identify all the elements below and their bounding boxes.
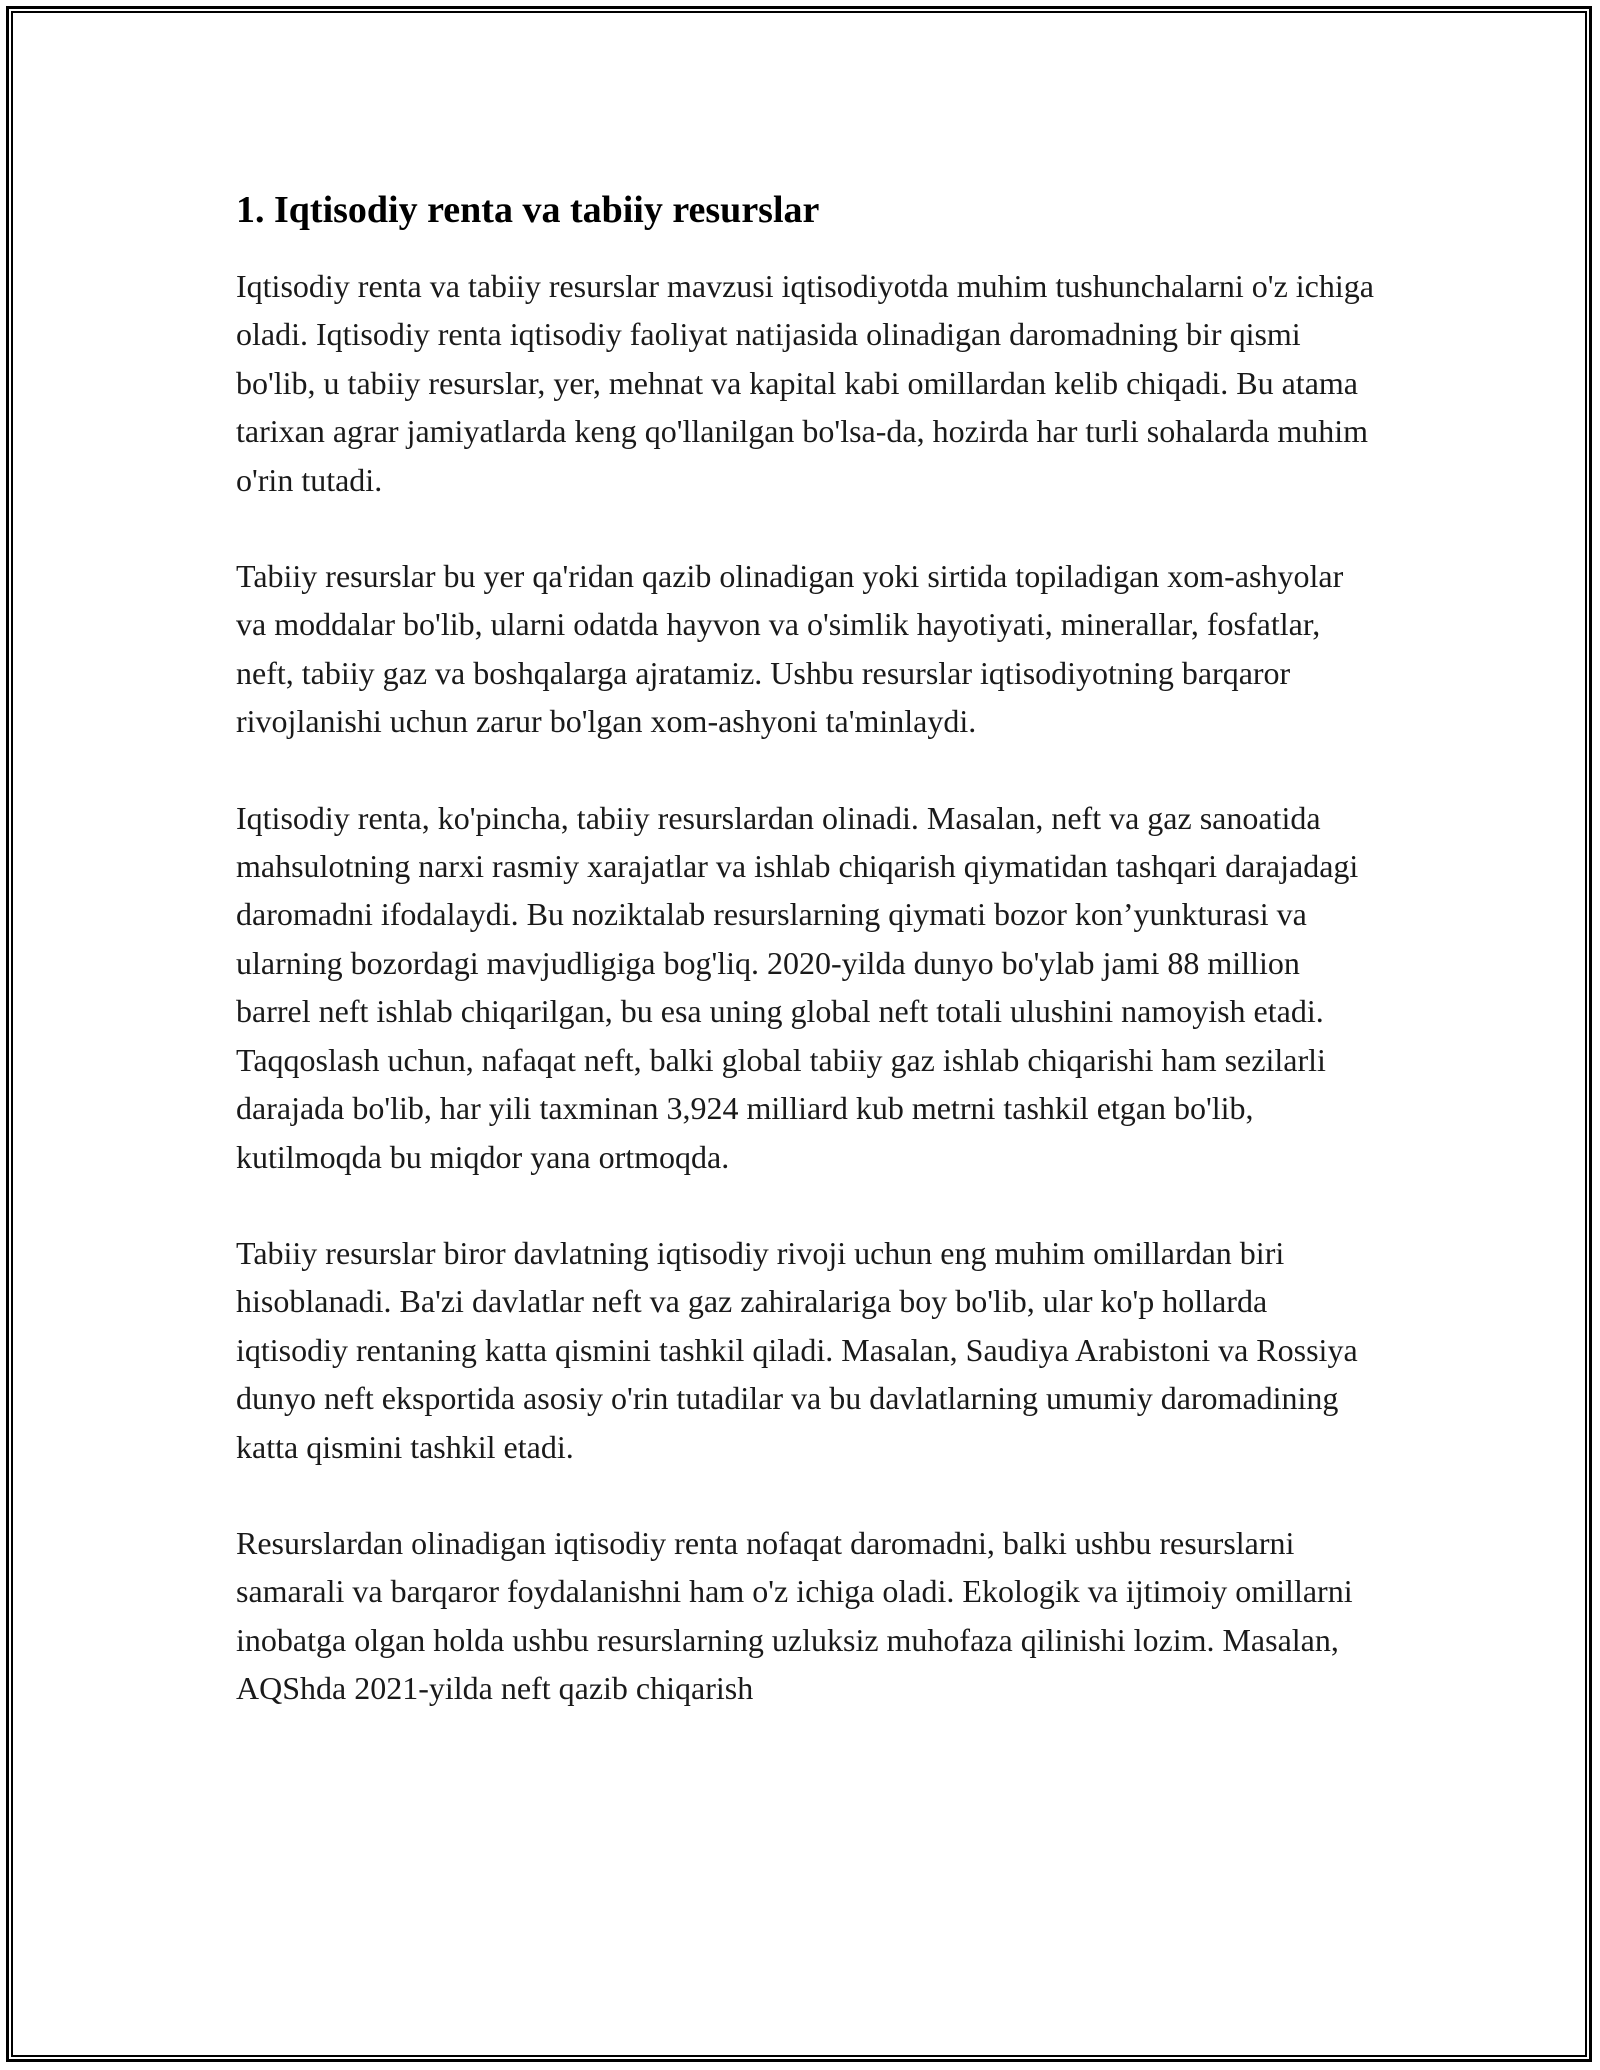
section-heading: 1. Iqtisodiy renta va tabiiy resurslar (236, 189, 820, 231)
paragraph-2: Tabiiy resurslar bu yer qa'ridan qazib olinadigan yoki sirtida topiladigan xom-ashyolar va moddalar bo'lib, ularni odatda hayvon va o'simlik hayotiyati, minerallar, fosfatlar, neft, tabiiy gaz va boshqalarga ajratamiz. Ushbu resurslar iqtisodiyotning barqaror rivojlanishi uchun zarur bo'lgan xom-ashyoni ta'minlaydi. (236, 558, 1344, 740)
paragraph-3: Iqtisodiy renta, ko'pincha, tabiiy resurslardan olinadi. Masalan, neft va gaz sanoatida mahsulotning narxi rasmiy xarajatlar va ishlab chiqarish qiymatidan tashqari darajadagi daromadni ifodalaydi. Bu noziktalab resurslarning qiymati bozor kon’yunkturasi va ularning bozordagi mavjudligiga bog'liq. 2020-yilda dunyo bo'ylab jami 88 million barrel neft ishlab chiqarilgan, bu esa uning global neft totali ulushini namoyish etadi. Taqqoslash uchun, nafaqat neft, balki global tabiiy gaz ishlab chiqarishi ham sezilarli darajada bo'lib, har yili taxminan 3,924 milliard kub metrni tashkil etgan bo'lib, kutilmoqda bu miqdor yana ortmoqda. (236, 799, 1359, 1175)
paragraph-1: Iqtisodiy renta va tabiiy resurslar mavzusi iqtisodiyotda muhim tushunchalarni o'z ichiga oladi. Iqtisodiy renta iqtisodiy faoliyat natijasida olinadigan daromadning bir qismi bo'lib, u tabiiy resurslar, yer, mehnat va kapital kabi omillardan kelib chiqadi. Bu atama tarixan agrar jamiyatlarda keng qo'llanilgan bo'lsa-da, hozirda har turli sohalarda muhim o'rin tutadi. (236, 268, 1374, 498)
paragraph-4: Tabiiy resurslar biror davlatning iqtisodiy rivoji uchun eng muhim omillardan biri hisoblanadi. Ba'zi davlatlar neft va gaz zahiralariga boy bo'lib, ular ko'p hollarda iqtisodiy rentaning katta qismini tashkil qiladi. Masalan, Saudiya Arabistoni va Rossiya dunyo neft eksportida asosiy o'rin tutadilar va bu davlatlarning umumiy daromadining katta qismini tashkil etadi. (236, 1234, 1358, 1465)
paragraph-5: Resurslardan olinadigan iqtisodiy renta nofaqat daromadni, balki ushbu resurslarni samarali va barqaror foydalanishni ham o'z ichiga oladi. Ekologik va ijtimoiy omillarni inobatga olgan holda ushbu resurslarning uzluksiz muhofaza qilinishi lozim. Masalan, AQShda 2021-yilda neft qazib chiqarish (236, 1524, 1353, 1707)
document-body (236, 186, 1376, 1761)
